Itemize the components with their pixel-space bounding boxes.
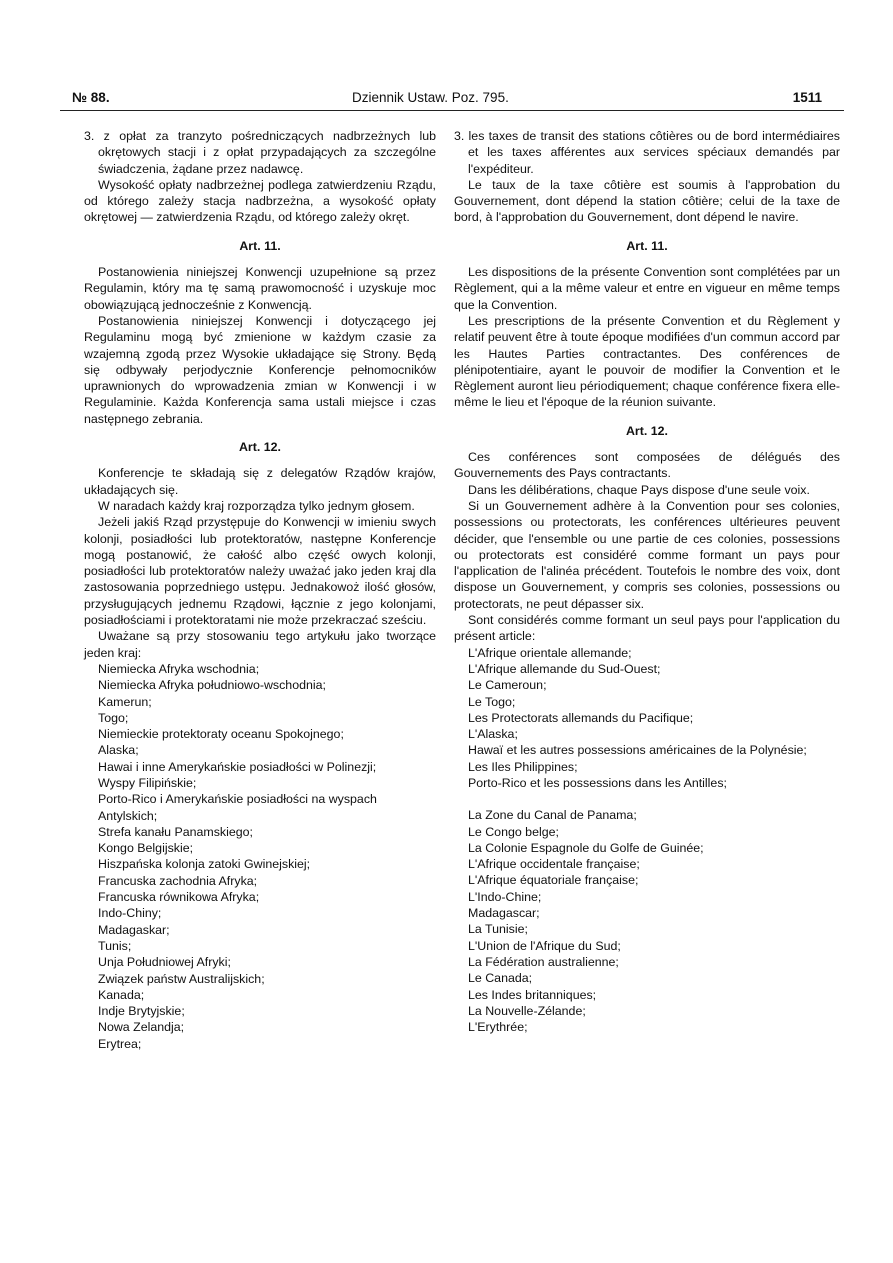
- country-item: L'Afrique équatoriale française;: [468, 873, 639, 888]
- country-item: Les Indes britanniques;: [468, 987, 597, 1002]
- country-item: Indje Brytyjskie;: [98, 1004, 185, 1019]
- country-item: L'Afrique occidentale française;: [468, 857, 640, 872]
- country-item: Alaska;: [98, 743, 139, 758]
- article-12-heading: Art. 12.: [238, 440, 281, 455]
- article-11-heading: Art. 11.: [239, 238, 281, 253]
- country-item: La Nouvelle-Zélande;: [468, 1003, 586, 1018]
- article-11-heading: Art. 11.: [626, 238, 668, 253]
- country-item: L'Afrique orientale allemande;: [468, 645, 632, 660]
- country-item: Kamerun;: [98, 694, 152, 709]
- country-item: Związek państw Australijskich;: [98, 971, 265, 986]
- country-item: Francuska równikowa Afryka;: [98, 890, 260, 905]
- country-item: Strefa kanału Panamskiego;: [98, 824, 253, 839]
- journal-title: Dziennik Ustaw. Poz. 795.: [352, 90, 509, 105]
- country-item: Le Congo belge;: [468, 824, 559, 839]
- issue-number: № 88.: [72, 90, 110, 105]
- article-11-p1: Postanowienia niniejszej Konwencji uzupełnione są przez Regulamin, który ma tę samą prawomocność i uzyskuje moc obowiązującą jednocześnie z Konwencją.: [84, 265, 436, 312]
- country-item: La Zone du Canal de Panama;: [468, 808, 637, 823]
- country-item: Le Cameroun;: [468, 678, 547, 693]
- list-spacer: [454, 791, 840, 807]
- country-item: L'Alaska;: [468, 727, 518, 742]
- country-item: Porto-Rico i Amerykańskie posiadłości na wyspach Antylskich;: [98, 792, 377, 823]
- french-column: [454, 128, 840, 1035]
- country-item: Les Protectorats allemands du Pacifique;: [468, 710, 694, 725]
- country-item: L'Afrique allemande du Sud-Ouest;: [468, 661, 661, 676]
- article-12-p1: Ces conférences sont composées de délégués des Gouvernements des Pays contractants.: [454, 450, 840, 481]
- article-12-heading: Art. 12.: [625, 423, 668, 438]
- country-item: Madagaskar;: [98, 922, 170, 937]
- country-item: La Colonie Espagnole du Golfe de Guinée;: [468, 840, 704, 855]
- country-item: La Tunisie;: [468, 922, 528, 937]
- article-12-p3: Jeżeli jakiś Rząd przystępuje do Konwencji w imieniu swych kolonji, posiadłości lub protektoratów, następne Konferencje mogą postanowić, że całość albo część owych kolonji, posiadłości lub protektoratów należy uważać jako jeden kraj dla zastosowania poprzedniego ustępu. Jednakowoż ilość głosów, przysługujących jednemu Rządowi, łącznie z jego kolonjami, posiadłościami i protektoratami nie może przekraczać sześciu.: [84, 515, 436, 628]
- article-12-p2: Dans les délibérations, chaque Pays dispose d'une seule voix.: [468, 482, 810, 497]
- article-12-p3: Si un Gouvernement adhère à la Convention pour ses colonies, possessions ou protectorats, les conférences ultérieures peuvent décider, que l'ensemble ou une partie de ces colonies, possessions ou protectorats est considéré comme formant un pays pour l'application de l'alinéa précédent. Toutefois le nombre des voix, dont dispose un Gouvernement, y compris ses colonies, possessions ou protectorats, ne peut dépasser six.: [454, 498, 840, 611]
- fees-paragraph: Le taux de la taxe côtière est soumis à l'approbation du Gouvernement, dont dépend la station côtière; celui de la taxe de bord, à l'approbation du Gouvernement, dont dépend le navire.: [454, 177, 840, 225]
- page-number: 1511: [792, 90, 822, 105]
- header-rule: [60, 110, 844, 111]
- page-header: [60, 90, 822, 112]
- country-item: La Fédération australienne;: [468, 954, 619, 969]
- country-item: Erytrea;: [98, 1036, 142, 1051]
- country-item: L'Union de l'Afrique du Sud;: [468, 938, 621, 953]
- country-item: L'Erythrée;: [468, 1020, 528, 1035]
- country-item: Hawai i inne Amerykańskie posiadłości w Polinezji;: [98, 759, 377, 774]
- country-item: Les Iles Philippines;: [468, 759, 578, 774]
- country-item: Indo-Chiny;: [98, 906, 162, 921]
- country-item: Le Canada;: [468, 971, 533, 986]
- country-item: L'Indo-Chine;: [468, 889, 542, 904]
- article-12-p2: W naradach każdy kraj rozporządza tylko jednym głosem.: [98, 498, 415, 513]
- article-11-p2: Les prescriptions de la présente Convention et du Règlement y relatif peuvent être à toute époque modifiées d'un commun accord par les Hautes Parties contractantes. Des conférences de plénipotentiaire, ayant le pouvoir de modifier la Convention et le Règlement auront lieu périodiquement; chaque conférence fixera elle-même le lieu et l'époque de la réunion suivante.: [454, 313, 840, 410]
- country-item: Kongo Belgijskie;: [98, 841, 194, 856]
- item-3: 3. les taxes de transit des stations côtières ou de bord intermédiaires et les taxes afférentes aux services spéciaux demandés par l'expéditeur.: [454, 129, 840, 176]
- article-12-p4: Sont considérés comme formant un seul pays pour l'application du présent article:: [454, 613, 840, 644]
- country-item: Porto-Rico et les possessions dans les Antilles;: [468, 775, 727, 790]
- country-item: Le Togo;: [468, 694, 516, 709]
- country-item: Niemiecka Afryka południowo-wschodnia;: [98, 678, 326, 693]
- item-3: 3. z opłat za tranzyto pośredniczących nadbrzeżnych lub okrętowych stacji i z opłat przypadających za szczególne świadczenia, żądane przez nadawcę.: [84, 129, 436, 176]
- article-12-p1: Konferencje te składają się z delegatów Rządów krajów, układających się.: [84, 466, 436, 497]
- country-item: Niemiecka Afryka wschodnia;: [98, 661, 260, 676]
- country-item: Madagascar;: [468, 906, 540, 921]
- country-item: Nowa Zelandja;: [98, 1020, 185, 1035]
- country-item: Wyspy Filipińskie;: [98, 775, 197, 790]
- article-11-p1: Les dispositions de la présente Convention sont complétées par un Règlement, qui a la même valeur et entre en vigueur en même temps que la Convention.: [454, 265, 840, 312]
- country-item: Hawaï et les autres possessions américaines de la Polynésie;: [468, 743, 807, 758]
- country-item: Tunis;: [98, 938, 132, 953]
- fees-paragraph: Wysokość opłaty nadbrzeżnej podlega zatwierdzeniu Rządu, od którego zależy stacja nadbrzeżna, a wysokość opłaty okrętowej — zatwierdzenia Rządu, od którego zależy okręt.: [84, 177, 436, 225]
- article-12-p4: Uważane są przy stosowaniu tego artykułu jako tworzące jeden kraj:: [84, 629, 436, 660]
- country-item: Togo;: [98, 710, 129, 725]
- article-11-p2: Postanowienia niniejszej Konwencji i dotyczącego jej Regulaminu mogą być zmienione w każdym czasie za wzajemną zgodą przez Wysokie układające się Strony. Będą się odbywały perjodycznie Konferencje pełnomocników uprawnionych do wprowadzenia zmian w Konwencji i w Regulaminie. Każda Konferencja sama ustali miejsce i czas następnego zebrania.: [84, 313, 436, 426]
- country-item: Hiszpańska kolonja zatoki Gwinejskiej;: [98, 857, 311, 872]
- country-item: Niemieckie protektoraty oceanu Spokojnego;: [98, 727, 344, 742]
- country-item: Unja Południowej Afryki;: [98, 955, 231, 970]
- country-item: Kanada;: [98, 987, 145, 1002]
- polish-column: [84, 128, 436, 1052]
- country-item: Francuska zachodnia Afryka;: [98, 873, 258, 888]
